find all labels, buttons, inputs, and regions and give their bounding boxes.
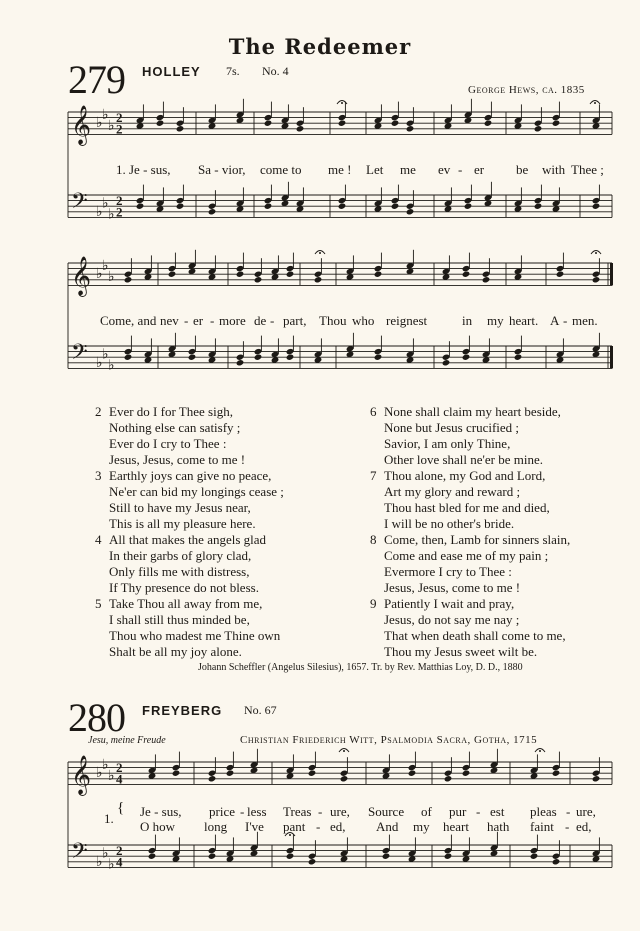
verse-line: None but Jesus crucified ; [384, 420, 520, 435]
verse-line: Thou hast bled for me and died, [384, 500, 550, 515]
lyric-syllable: who [352, 313, 375, 328]
note-head [254, 276, 263, 283]
note-head [136, 203, 145, 210]
note-head [444, 775, 453, 782]
final-barline [610, 263, 613, 285]
time-signature-bottom: 2 [116, 121, 123, 137]
note-head [552, 858, 561, 865]
verses-left [95, 404, 284, 660]
note-head [391, 203, 400, 210]
flat-icon: ♭ [96, 853, 103, 870]
flat-icon: ♭ [108, 206, 115, 223]
note-head [308, 858, 317, 865]
verse-line: Thou alone, my God and Lord, [384, 468, 546, 483]
lyric-syllable: - [240, 804, 245, 819]
lyric-syllable: ed, [330, 819, 346, 834]
lyric-syllable: est [490, 804, 505, 819]
note-head [236, 359, 245, 366]
lyric-syllable: part, [283, 313, 307, 328]
verse-line: Thou my Jesus sweet wilt be. [384, 644, 538, 659]
lyric-syllable: long [204, 819, 228, 834]
tune-name: FREYBERG [142, 703, 223, 718]
lyric-syllable: - [565, 819, 570, 834]
verse [370, 404, 570, 468]
lyric-syllable: reignest [386, 313, 428, 328]
verse-line: Thou who madest me Thine own [109, 628, 281, 643]
note-head [264, 120, 273, 127]
running-title: The Redeemer [228, 34, 412, 59]
fermata-dot [594, 102, 596, 104]
verse [95, 596, 284, 660]
verse-line: All that makes the angels glad [109, 532, 267, 547]
note-head [374, 354, 383, 361]
verse [95, 468, 284, 532]
note-head [208, 853, 217, 860]
time-signature-top: 2 [116, 110, 123, 126]
time-signature-bottom: 2 [116, 204, 123, 220]
verse-line: Ne'er can bid my longings cease ; [109, 484, 284, 499]
verse-line: This is all my pleasure here. [109, 516, 256, 531]
verse-line: Shalt be all my joy alone. [109, 644, 242, 659]
verse-number: 2 [95, 404, 102, 419]
brace-top: { [117, 800, 125, 816]
flat-icon: ♭ [102, 257, 109, 274]
text-attribution: Johann Scheffler (Angelus Silesius), 1657. Tr. by Rev. Matthias Loy, D. D., 1880 [198, 662, 523, 673]
flat-icon: ♭ [108, 768, 115, 784]
verse-number: 6 [370, 404, 377, 419]
note-head [444, 853, 453, 860]
composer: George Hews, ca. 1835 [468, 84, 585, 96]
verse-number: 4 [95, 532, 102, 547]
bass-clef-icon: 𝄢 [71, 839, 88, 869]
verse-number: 1. [104, 811, 114, 826]
note-head [308, 770, 317, 777]
note-head [314, 276, 323, 283]
fermata-dot [343, 750, 345, 752]
lyric-syllable: Source [368, 804, 405, 819]
note-head [124, 354, 133, 361]
note-head [286, 271, 295, 278]
verse-line: Jesus, do not say me nay ; [384, 612, 520, 627]
note-head [484, 120, 493, 127]
note-head [514, 354, 523, 361]
note-head [552, 120, 561, 127]
verse-line: Other love shall ne'er be mine. [384, 452, 544, 467]
lyric-syllable: me ! [328, 162, 352, 177]
flat-icon: ♭ [108, 118, 115, 134]
time-signature-top: 2 [116, 193, 123, 209]
composer: Christian Friederich Witt, Psalmodia Sacra, Gotha, 1715 [240, 734, 538, 746]
fermata-dot [319, 252, 321, 254]
lyric-syllable: de [254, 313, 267, 328]
lyric-syllable: my [487, 313, 504, 328]
lyric-syllable: Come, and [100, 313, 157, 328]
note-head [264, 203, 273, 210]
verse-line: Take Thou all away from me, [109, 596, 263, 611]
note-head [374, 271, 383, 278]
note-head [148, 853, 157, 860]
lyric-syllable: pleas [530, 804, 557, 819]
verse-line: In their garbs of glory clad, [109, 548, 252, 563]
tune-name: HOLLEY [142, 64, 201, 79]
note-head [286, 853, 295, 860]
fermata-dot [341, 102, 343, 104]
note-head [462, 271, 471, 278]
lyric-syllable: Thee ; [571, 162, 604, 177]
lyric-syllable: with [542, 162, 566, 177]
verse [95, 404, 284, 468]
note-head [462, 770, 471, 777]
verse [95, 532, 284, 596]
lyric-syllable: O how [140, 819, 176, 834]
lyric-syllable: Je - sus, [140, 804, 182, 819]
flat-icon: ♭ [108, 856, 115, 873]
lyric-syllable: - [566, 804, 571, 819]
note-head [406, 208, 415, 215]
verse-line: Come and ease me of my pain ; [384, 548, 549, 563]
note-head [442, 359, 451, 366]
lyric-syllable: er [193, 313, 204, 328]
hymn-number: 279 [68, 57, 125, 102]
note-head [552, 770, 561, 777]
lyric-syllable: hath [487, 819, 510, 834]
verses-right [370, 404, 570, 660]
lyric-syllable: 1. Je - sus, [116, 162, 171, 177]
note-head [168, 271, 177, 278]
note-head [408, 770, 417, 777]
lyric-syllable: - [458, 162, 463, 177]
lyric-syllable: Treas [283, 804, 312, 819]
lyric-syllable: faint [530, 819, 554, 834]
note-head [286, 354, 295, 361]
lyric-syllable: my [413, 819, 430, 834]
verse-line: Come, then, Lamb for sinners slain, [384, 532, 571, 547]
verse [370, 468, 570, 532]
note-head [156, 120, 165, 127]
verse-number: 7 [370, 468, 377, 483]
flat-icon: ♭ [96, 115, 103, 132]
lyric-syllable: Thou [319, 313, 347, 328]
note-head [530, 853, 539, 860]
note-head [188, 354, 197, 361]
flat-icon: ♭ [96, 354, 103, 371]
note-head [391, 120, 400, 127]
treble-clef-icon: 𝄞 [71, 256, 92, 296]
lyric-syllable: ure, [576, 804, 596, 819]
lyric-syllable: - [210, 313, 215, 328]
lyric-syllable: er [474, 162, 485, 177]
note-head [176, 203, 185, 210]
note-head [534, 203, 543, 210]
verse-line: Art my glory and reward ; [384, 484, 521, 499]
note-head [254, 354, 263, 361]
verse-line: Still to have my Jesus near, [109, 500, 251, 515]
flat-icon: ♭ [108, 357, 115, 374]
lyric-syllable: in [462, 313, 473, 328]
verse [370, 596, 570, 660]
flat-icon: ♭ [102, 756, 109, 773]
note-head [556, 271, 565, 278]
bass-clef-icon: 𝄢 [71, 189, 88, 219]
verse-number: 8 [370, 532, 377, 547]
tune-number: No. 67 [244, 703, 277, 717]
lyric-syllable: price [209, 804, 235, 819]
tune-number: No. 4 [262, 64, 289, 78]
note-head [208, 775, 217, 782]
verse-line: Ever do I cry to Thee : [109, 436, 227, 451]
lyric-syllable: ev [438, 162, 451, 177]
lyric-syllable: less [247, 804, 267, 819]
note-head [236, 271, 245, 278]
note-head [226, 770, 235, 777]
lyric-syllable: And [376, 819, 399, 834]
verse-number: 5 [95, 596, 102, 611]
lyric-syllable: - [563, 313, 568, 328]
flat-icon: ♭ [96, 266, 103, 283]
verse-line: I will be no other's bride. [384, 516, 515, 531]
lyric-syllable: ed, [576, 819, 592, 834]
lyric-syllable: - [476, 804, 481, 819]
meter: 7s. [226, 64, 240, 78]
verse-line: Ever do I for Thee sigh, [109, 404, 233, 419]
note-head [592, 203, 601, 210]
verse-number: 9 [370, 596, 377, 611]
note-head [592, 775, 601, 782]
note-head [176, 125, 185, 132]
note-head [208, 208, 217, 215]
time-signature-top: 2 [116, 760, 123, 776]
note-head [296, 125, 305, 132]
flat-icon: ♭ [102, 106, 109, 123]
lyric-syllable: be [516, 162, 529, 177]
lyric-syllable: come to [260, 162, 302, 177]
verse-line: Only fills me with distress, [109, 564, 250, 579]
note-head [464, 203, 473, 210]
lyric-syllable: I've [245, 819, 264, 834]
hymn-number: 280 [68, 695, 125, 740]
verse-line: Earthly joys can give no peace, [109, 468, 272, 483]
verse-number: 3 [95, 468, 102, 483]
lyric-syllable: - [316, 819, 321, 834]
lyric-syllable: of [421, 804, 432, 819]
note-head [124, 276, 133, 283]
flat-icon: ♭ [96, 765, 103, 782]
note-head [338, 203, 347, 210]
treble-clef-icon: 𝄞 [71, 105, 92, 145]
lyric-syllable: more [219, 313, 246, 328]
lyric-syllable: ure, [330, 804, 350, 819]
verse-line: Evermore I cry to Thee : [384, 564, 512, 579]
bass-clef-icon: 𝄢 [71, 340, 88, 370]
flat-icon: ♭ [108, 269, 115, 285]
lyric-syllable: - [184, 313, 189, 328]
verse-line: Jesus, Jesus, come to me ! [384, 580, 521, 595]
final-barline [610, 346, 613, 368]
flat-icon: ♭ [102, 195, 109, 212]
verse-line: If Thy presence do not bless. [109, 580, 259, 595]
note-head [462, 354, 471, 361]
verse-line: Jesus, Jesus, come to me ! [109, 452, 246, 467]
note-head [340, 775, 349, 782]
lyric-syllable: me [400, 162, 416, 177]
verse-line: None shall claim my heart beside, [384, 404, 561, 419]
lyric-syllable: - [318, 804, 323, 819]
verse-line: Nothing else can satisfy ; [109, 420, 241, 435]
verse [370, 532, 570, 596]
flat-icon: ♭ [102, 346, 109, 363]
lyric-syllable: men. [572, 313, 598, 328]
lyric-syllable: Let [366, 162, 384, 177]
lyric-syllable: pant [283, 819, 306, 834]
lyric-syllable: nev [160, 313, 179, 328]
note-head [382, 853, 391, 860]
time-signature-bottom: 4 [116, 854, 123, 870]
lyric-syllable: Sa - vior, [198, 162, 246, 177]
lyric-syllable: pur [449, 804, 467, 819]
original-title: Jesu, meine Freude [88, 735, 166, 746]
lyric-syllable: heart. [509, 313, 539, 328]
lyric-syllable: A [550, 313, 560, 328]
lyric-syllable: - [270, 313, 275, 328]
flat-icon: ♭ [102, 845, 109, 862]
flat-icon: ♭ [96, 203, 103, 220]
verse-line: Patiently I wait and pray, [384, 596, 515, 611]
verse-line: That when death shall come to me, [384, 628, 566, 643]
note-head [482, 276, 491, 283]
time-signature-bottom: 4 [116, 771, 123, 787]
note-head [172, 770, 181, 777]
time-signature-top: 2 [116, 843, 123, 859]
note-head [592, 276, 601, 283]
verse-line: Savior, I am only Thine, [384, 436, 511, 451]
fermata-dot [595, 252, 597, 254]
note-head [406, 125, 415, 132]
lyric-syllable: heart [443, 819, 469, 834]
note-head [534, 125, 543, 132]
note-head [338, 120, 347, 127]
treble-clef-icon: 𝄞 [71, 755, 92, 795]
verse-line: I shall still thus minded be, [109, 612, 250, 627]
fermata-dot [539, 750, 541, 752]
